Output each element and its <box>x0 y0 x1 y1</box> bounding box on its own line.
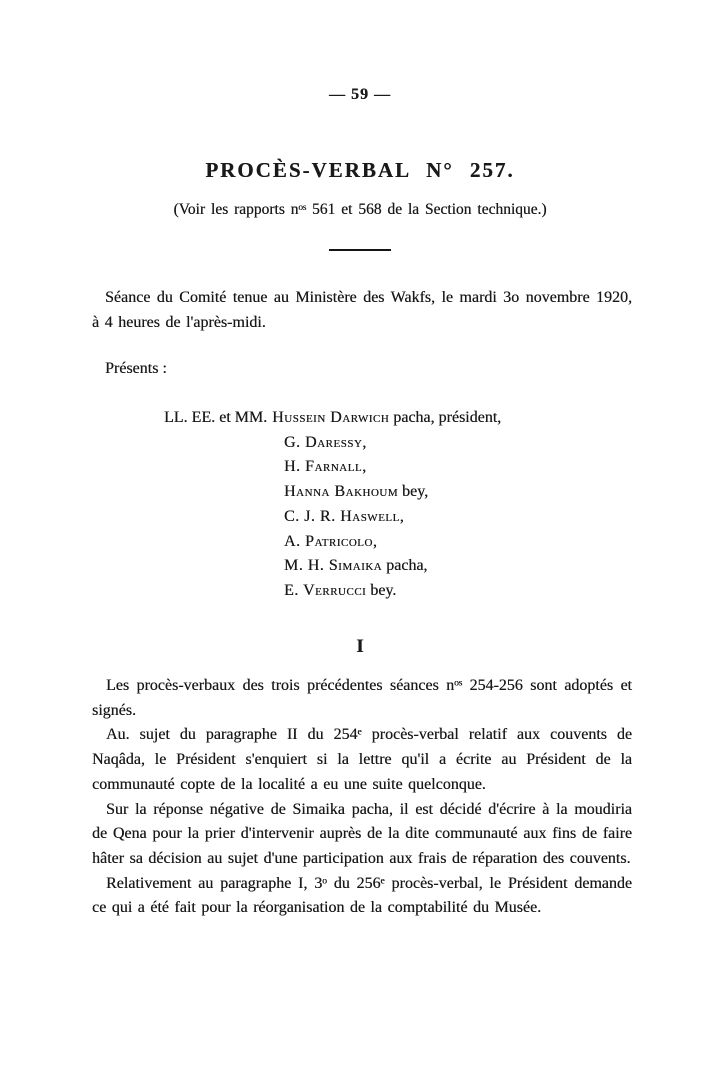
page-number: — 59 — <box>329 86 391 103</box>
presents-label: Présents : <box>105 360 167 377</box>
attendee-name: Hanna Bakhoum <box>284 483 399 501</box>
attendee-name: H. Farnall <box>284 458 363 476</box>
attendee-suffix: , <box>362 433 367 451</box>
attendee-row <box>164 530 634 555</box>
body-paragraph: Relativement au paragraphe I, 3ᵒ du 256ᵉ procès-verbal, le Président demande ce qui a été fait pour la réorganisation de la comptabilité du Musée. <box>92 874 632 917</box>
attendees-prefix: LL. EE. et MM. <box>164 409 268 426</box>
document-title: PROCÈS-VERBAL N° 257. <box>205 158 515 182</box>
attendee-row <box>164 431 634 456</box>
attendee-row <box>164 455 634 480</box>
attendee-row <box>164 554 634 579</box>
attendee-suffix: , <box>362 458 367 476</box>
attendee-name: C. J. R. Haswell <box>284 507 400 525</box>
body-text <box>92 674 632 921</box>
attendee-suffix: bey, <box>398 483 429 501</box>
attendee-name: E. Verrucci <box>284 581 367 599</box>
attendee-name: G. Daressy <box>284 433 363 451</box>
attendee-name: M. H. Simaika <box>284 557 383 575</box>
document-subtitle: (Voir les rapports nᵒˢ 561 et 568 de la Section technique.) <box>173 201 547 218</box>
attendee-suffix: , <box>372 532 377 550</box>
attendee-suffix: pacha, <box>382 557 428 575</box>
attendee-row <box>164 505 634 530</box>
session-intro-paragraph: Séance du Comité tenue au Ministère des Wakfs, le mardi 3o novembre 1920, à 4 heures de l'après-midi. <box>92 289 632 331</box>
body-paragraph: Les procès-verbaux des trois précédentes séances nᵒˢ 254-256 sont adoptés et signés. <box>92 677 632 719</box>
attendee-row <box>164 406 634 431</box>
attendee-row <box>164 480 634 505</box>
divider-rule <box>329 249 391 251</box>
attendee-name: A. Patricolo <box>284 532 373 550</box>
section-heading: I <box>356 636 364 657</box>
attendee-name: Hussein Darwich <box>272 409 390 426</box>
attendee-row <box>164 579 634 604</box>
attendee-suffix: bey. <box>366 581 397 599</box>
attendees-list <box>164 406 634 604</box>
attendee-suffix: pacha, président, <box>389 409 502 426</box>
body-paragraph: Au. sujet du paragraphe II du 254ᵉ procès-verbal relatif aux couvents de Naqâda, le Président s'enquiert si la lettre qu'il a écrite au Président de la communauté copte de la localité a eu une suite quelconque. <box>92 726 632 793</box>
body-paragraph: Sur la réponse négative de Simaika pacha, il est décidé d'écrire à la moudiria de Qena pour la prier d'intervenir auprès de la dite communauté aux fins de faire hâter sa décision au sujet d'une participation aux frais de réparation des couvents. <box>92 800 632 867</box>
attendee-suffix: , <box>399 507 404 525</box>
